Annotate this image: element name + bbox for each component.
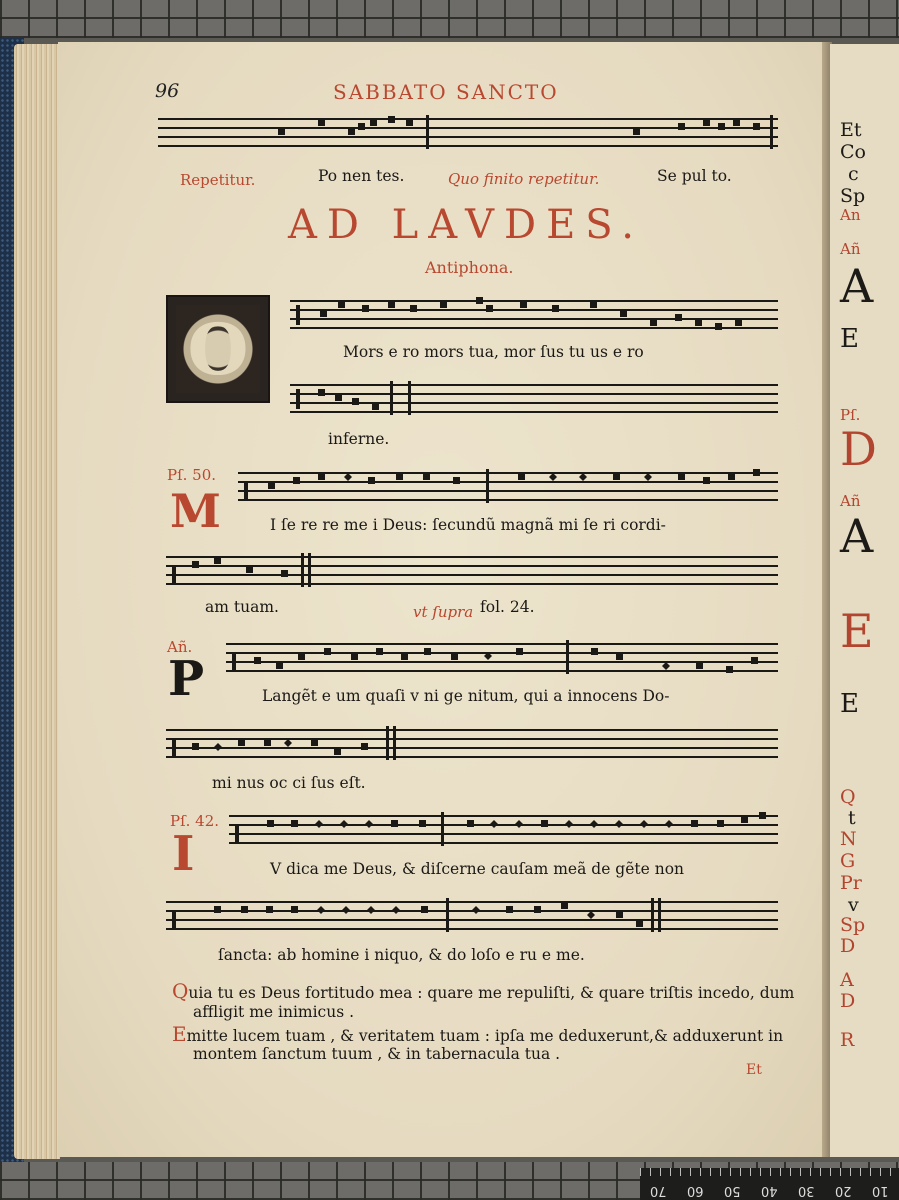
- next-page-line: E: [840, 689, 859, 719]
- scale-bar: [640, 1168, 899, 1200]
- neume-group: [158, 115, 778, 149]
- lyric-line: I ſe re re me i Deus: ſecundũ magnã mi ſe ri cordi-: [270, 516, 666, 534]
- next-page-line: Q: [840, 786, 856, 808]
- antiphon-initial: P: [168, 651, 205, 707]
- next-page-line: E: [840, 324, 859, 354]
- psalm-initial: M: [170, 484, 221, 538]
- lyric-line: Se pul to.: [657, 167, 732, 185]
- neume-group: [290, 297, 778, 331]
- neume-group: [238, 469, 778, 503]
- next-page-line: Co: [840, 141, 866, 163]
- next-page-line: A: [840, 509, 874, 563]
- next-page-line: D: [840, 990, 856, 1012]
- verse-2: [172, 1022, 783, 1046]
- next-page-line: An: [840, 206, 861, 224]
- psalm-label: Pſ. 42.: [170, 812, 220, 830]
- next-page: [830, 44, 899, 1157]
- next-page-line: Pſ.: [840, 406, 861, 424]
- neume-group: [226, 640, 778, 674]
- lyric-line: V dica me Deus, & diſcerne cauſam meã de gẽte non: [270, 860, 685, 878]
- scale-tick: 30: [798, 1183, 815, 1198]
- lyric-line: am tuam.: [205, 598, 279, 616]
- music-staff: [238, 469, 778, 503]
- lyric-line: inferne.: [328, 430, 390, 448]
- music-staff: [166, 726, 778, 760]
- lyric-line: Mors e ro mors tua, mor ſus tu us e ro: [343, 343, 644, 361]
- next-page-line: A: [840, 259, 874, 313]
- lyric-line: ſancta: ab homine i niquo, & do loſo e ru e me.: [218, 946, 585, 964]
- neume-group: [290, 381, 778, 415]
- next-page-line: E: [840, 604, 874, 658]
- verse-initial: Q: [172, 979, 189, 1003]
- psalm-initial: I: [172, 826, 195, 882]
- neume-group: [166, 553, 778, 587]
- section-title: AD LAVDES.: [288, 202, 644, 248]
- verse-initial: E: [172, 1022, 187, 1046]
- verse-text: uia tu es Deus fortitudo mea : quare me repuliſti, & quare triſtis incedo, dum: [188, 984, 795, 1002]
- music-staff: [158, 115, 778, 149]
- neume-group: [166, 726, 778, 760]
- next-page-line: c: [848, 163, 859, 185]
- section-subtitle: Antiphona.: [425, 258, 514, 277]
- page-edges: [14, 44, 60, 1159]
- next-page-line: G: [840, 850, 856, 872]
- next-page-line: Sp: [840, 185, 866, 207]
- verse-2-continued: montem ſanctum tuum , & in tabernacula tua .: [193, 1045, 561, 1063]
- next-page-line: Añ: [840, 240, 861, 258]
- folio-reference: fol. 24.: [480, 598, 535, 616]
- scale-tick: 40: [761, 1183, 778, 1198]
- verse-text: mitte lucem tuam , & veritatem tuam : ipſa me deduxerunt,& adduxerunt in: [186, 1027, 784, 1045]
- lyric-line: mi nus oc ci ſus eſt.: [212, 774, 366, 792]
- folio-number: 96: [155, 80, 180, 102]
- next-page-line: N: [840, 828, 857, 850]
- next-page-line: R: [840, 1029, 855, 1051]
- music-staff: [290, 297, 778, 331]
- scale-tick: 10: [872, 1183, 889, 1198]
- next-page-line: v: [848, 894, 859, 916]
- music-staff: [290, 381, 778, 415]
- rubric-vt-supra: vt ſupra: [413, 603, 474, 621]
- color-checker-ruler-top: [0, 0, 899, 38]
- music-staff: [166, 898, 778, 932]
- antiphon-label: Añ.: [167, 638, 193, 656]
- catchword: Et: [746, 1062, 762, 1078]
- decorated-initial-letter: O: [187, 307, 249, 391]
- verse-1: [172, 979, 794, 1003]
- running-head: SABBATO SANCTO: [333, 80, 559, 104]
- scale-tick: 20: [835, 1183, 852, 1198]
- next-page-line: Et: [840, 119, 862, 141]
- neume-group: [166, 898, 778, 932]
- next-page-line: D: [840, 422, 877, 476]
- rubric-quo-finito: Quo finito repetitur.: [448, 170, 600, 188]
- next-page-line: Añ: [840, 492, 861, 510]
- rubric-repetitur: Repetitur.: [180, 171, 256, 189]
- music-staff: [229, 812, 778, 846]
- next-page-line: t: [848, 807, 856, 829]
- lyric-line: Langẽt e um quaſi v ni ge nitum, qui a innocens Do-: [262, 687, 670, 705]
- music-staff: [166, 553, 778, 587]
- next-page-line: Sp: [840, 914, 866, 936]
- lyric-line: Po nen tes.: [318, 167, 405, 185]
- neume-group: [229, 812, 778, 846]
- next-page-line: D: [840, 935, 856, 957]
- music-staff: [226, 640, 778, 674]
- psalm-label: Pſ. 50.: [167, 466, 217, 484]
- next-page-line: A: [840, 969, 854, 991]
- verse-1-continued: affligit me inimicus .: [193, 1003, 355, 1021]
- decorated-initial: [166, 295, 270, 403]
- scale-tick: 70: [650, 1183, 667, 1198]
- scale-tick: 50: [724, 1183, 741, 1198]
- scale-tick: 60: [687, 1183, 704, 1198]
- next-page-line: Pr: [840, 872, 862, 894]
